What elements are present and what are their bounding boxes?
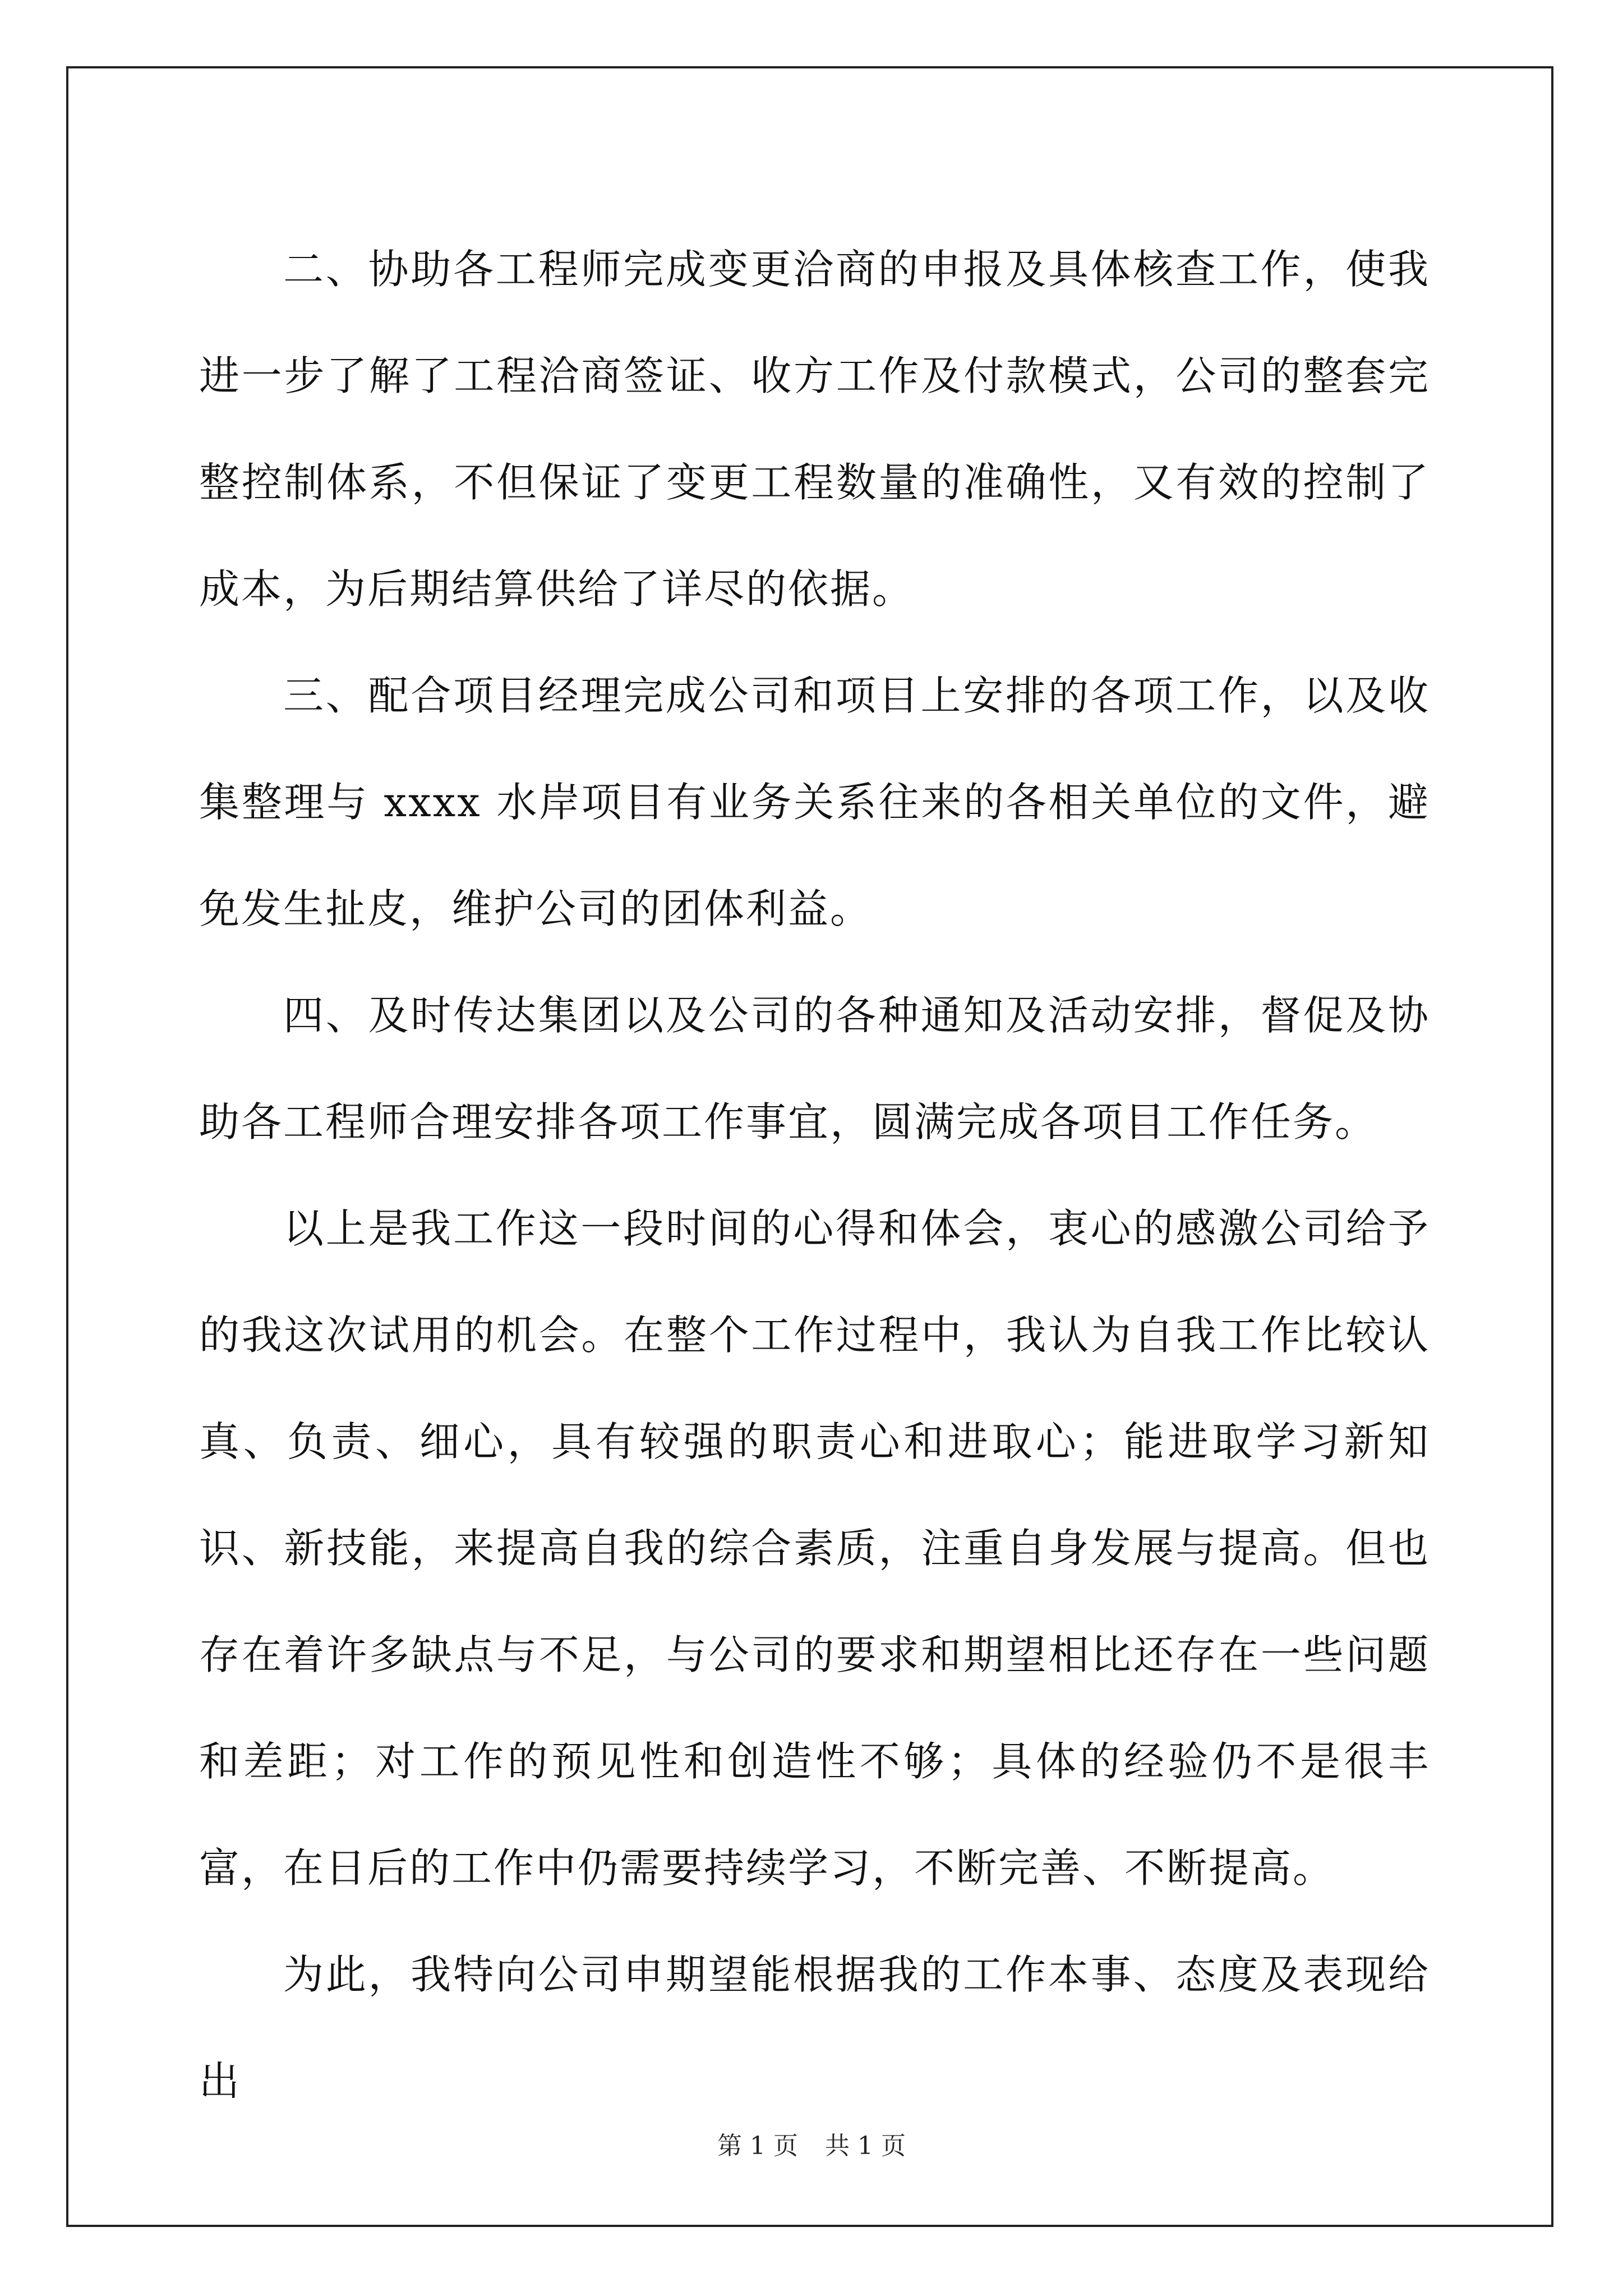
document-body [199, 216, 1430, 2134]
page-number: 第 1 页 [717, 2132, 798, 2160]
paragraph: 三、配合项目经理完成公司和项目上安排的各项工作，以及收集整理与 xxxx 水岸项目有业务关系往来的各相关单位的文件，避免发生扯皮，维护公司的团体利益。 [199, 672, 1430, 932]
page-total: 共 1 页 [825, 2132, 906, 2160]
paragraph: 二、协助各工程师完成变更洽商的申报及具体核查工作，使我进一步了解了工程洽商签证、收方工作及付款模式，公司的整套完整控制体系，不但保证了变更工程数量的准确性，又有效的控制了成本，为后期结算供给了详尽的依据。 [199, 246, 1430, 613]
paragraph: 为此，我特向公司申期望能根据我的工作本事、态度及表现给出 [199, 1951, 1430, 2105]
page-footer [0, 2131, 1623, 2162]
paragraph: 四、及时传达集团以及公司的各种通知及活动安排，督促及协助各工程师合理安排各项工作事宜，圆满完成各项目工作任务。 [199, 992, 1430, 1145]
paragraph: 以上是我工作这一段时间的心得和体会，衷心的感激公司给予的我这次试用的机会。在整个工作过程中，我认为自我工作比较认真、负责、细心，具有较强的职责心和进取心；能进取学习新知识、新技能，来提高自我的综合素质，注重自身发展与提高。但也存在着许多缺点与不足，与公司的要求和期望相比还存在一些问题和差距；对工作的预见性和创造性不够；具体的经验仍不是很丰富，在日后的工作中仍需要持续学习，不断完善、不断提高。 [199, 1205, 1430, 1892]
